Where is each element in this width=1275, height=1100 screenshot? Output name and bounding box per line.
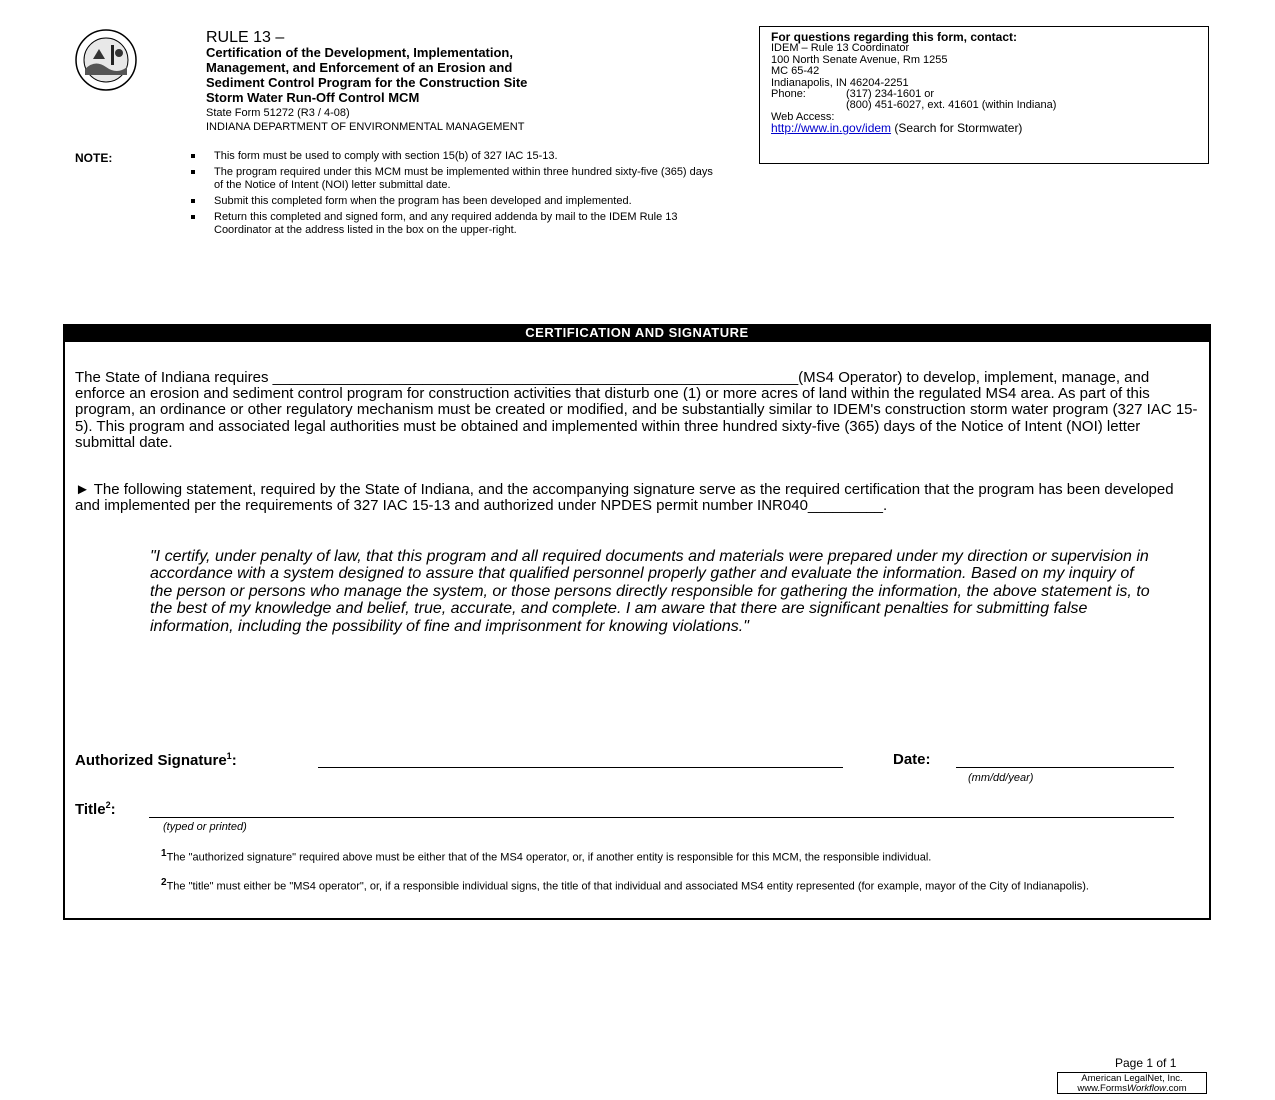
note-label: NOTE: [75,151,113,165]
department-name: INDIANA DEPARTMENT OF ENVIRONMENTAL MANAGEMENT [206,121,525,133]
signature-field[interactable] [318,767,843,768]
footnote-2: $^2$The "title" must either be "MS4 operator", or, if a responsible individual signs, the title of that individual and associated MS4 entity represented (for example, mayor of the City of Indianapolis). [161,877,1089,893]
contact-line: MC 65-42 [771,65,820,78]
contact-line: IDEM – Rule 13 Coordinator [771,42,910,55]
note-list [191,150,717,240]
rule-title: RULE 13 – [206,29,285,46]
state-seal-icon [75,29,137,91]
note-item: The program required under this MCM must be implemented within three hundred sixty-five (365) days of the Notice of Intent (NOI) letter submittal date. [191,166,717,192]
bullet-icon [191,154,195,158]
page-number: Page 1 of 1 [1115,1056,1177,1070]
phone-number-2: (800) 451-6027, ext. 41601 (within Indiana) [846,99,1057,112]
certification-header: CERTIFICATION AND SIGNATURE [63,324,1211,342]
title-hint: (typed or printed) [163,821,247,833]
web-label: Web Access: [771,110,835,123]
contact-line: 100 North Senate Avenue, Rm 1255 [771,53,948,66]
phone-number-1: (317) 234-1601 or [846,88,935,101]
contact-box [759,26,1209,164]
publisher-box: American LegalNet, Inc. www.FormsWorkflow.com [1057,1072,1207,1094]
note-item: Submit this completed form when the program has been developed and implemented. [191,195,717,208]
web-note: (Search for Stormwater) [891,121,1023,136]
date-field[interactable] [956,767,1174,768]
date-label: Date: [893,751,931,768]
note-item: Return this completed and signed form, and any required addenda by mail to the IDEM Rule 13 Coordinator at the address listed in the box on the upper-right. [191,211,717,237]
state-form-number: State Form 51272 (R3 / 4-08) [206,107,350,119]
bullet-icon [191,215,195,219]
date-format-hint: (mm/dd/year) [968,772,1034,784]
requirement-paragraph: The State of Indiana requires _______________________________________________________________(MS4 Operator) to develop, implement, manage, and enforce an erosion and sediment control program for construction activities that disturb one (1) or more acres of land within the regulated MS4 area. As part of this program, an ordinance or other regulatory mechanism must be created or modified, and be substantially similar to IDEM's construction storm water program (327 IAC 15-5). This program and associated legal authorities must be obtained and implemented within three hundred sixty-five (365) days of the Notice of Intent (NOI) letter submittal date. [75,369,1198,451]
footnote-1: $^1$The "authorized signature" required above must be either that of the MS4 operator, or, if another entity is responsible for this MCM, the responsible individual. [161,848,932,864]
web-row [771,123,1197,134]
certification-quote: "I certify, under penalty of law, that this program and all required documents and materials were prepared under my direction or supervision in accordance with a system designed to assure that qualified personnel properly gather and evaluate the information. Based on my inquiry of the person or persons who manage the system, or those persons directly responsible for gathering the information, the above statement is, to the best of my knowledge and belief, true, accurate, and complete. I am aware that there are significant penalties for submitting false information, including the possibility of fine and imprisonment for knowing violations." [150,548,1150,635]
contact-heading: For questions regarding this form, contact: [771,30,1018,44]
bullet-icon [191,199,195,203]
title-label: Title$^2$: [75,800,116,818]
statement-paragraph: ► The following statement, required by the State of Indiana, and the accompanying signature serve as the required certification that the program has been developed and implemented per the requirements of 327 IAC 15-13 and authorized under NPDES permit number INR040_________. [75,481,1174,515]
contact-line: Indianapolis, IN 46204-2251 [771,76,909,89]
note-item: This form must be used to comply with section 15(b) of 327 IAC 15-13. [191,150,717,163]
idem-web-link[interactable]: http://www.in.gov/idem [771,121,892,136]
bullet-icon [191,170,195,174]
form-subtitle: Certification of the Development, Implementation, Management, and Enforcement of an Erosion and Sediment Control Program for the Construction Site Storm Water Run-Off Control MCM [206,45,528,105]
phone-row-2 [771,100,1197,111]
phone-label: Phone: [771,88,806,101]
title-field[interactable] [149,817,1174,818]
signature-label: Authorized Signature$^1$: [75,751,237,769]
